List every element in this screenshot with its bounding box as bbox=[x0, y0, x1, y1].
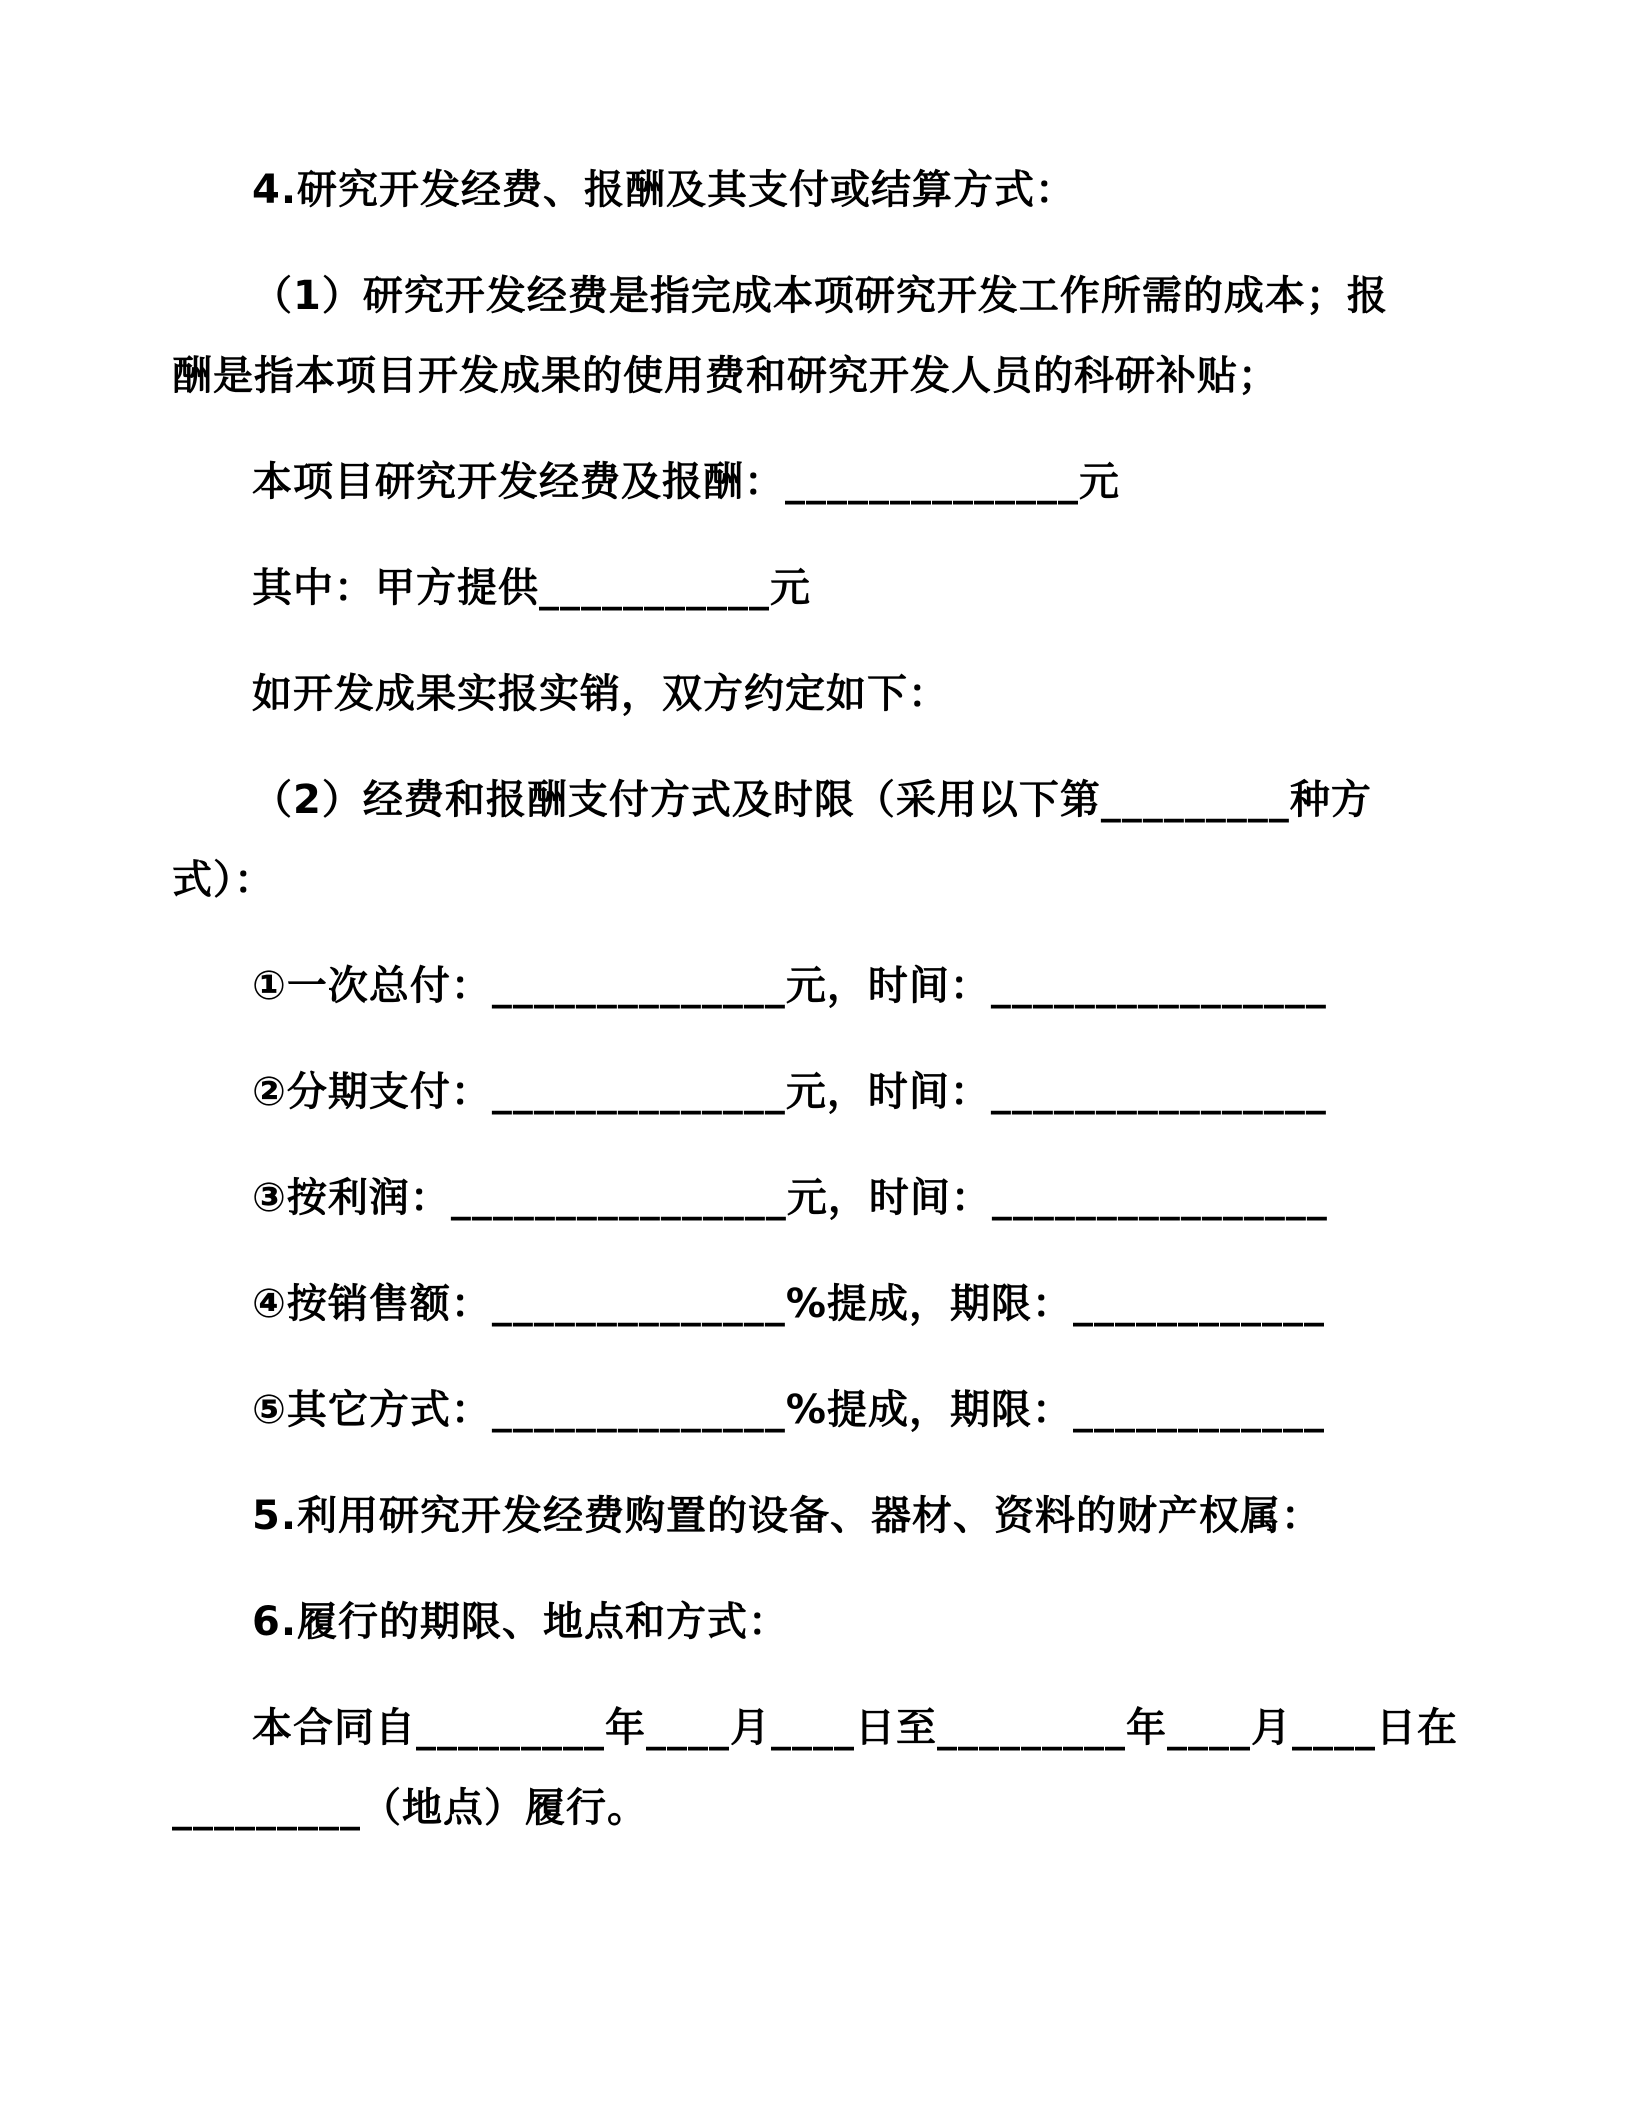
payment-option-3-by-profit: ③按利润：________________元，时间：________________ bbox=[252, 1175, 1328, 1221]
clause-4-1-line-2: 酬是指本项目开发成果的使用费和研究开发人员的科研补贴； bbox=[172, 353, 1279, 399]
term-line-2: _________（地点）履行。 bbox=[172, 1785, 648, 1831]
clause-4-2-line-1: （2）经费和报酬支付方式及时限（采用以下第_________种方 bbox=[252, 777, 1372, 823]
party-a-provides-paragraph bbox=[172, 548, 1492, 628]
clause-4-2-paragraph bbox=[172, 760, 1492, 920]
clause-4-1-line-1: （1）研究开发经费是指完成本项研究开发工作所需的成本；报 bbox=[252, 273, 1388, 319]
payment-option-1-paragraph bbox=[172, 946, 1492, 1026]
party-a-provides-line: 其中：甲方提供___________元 bbox=[252, 565, 811, 611]
funding-amount-line: 本项目研究开发经费及报酬：______________元 bbox=[252, 459, 1120, 505]
clause-4-heading: 4.研究开发经费、报酬及其支付或结算方式： bbox=[252, 167, 1077, 213]
term-line-1: 本合同自_________年____月____日至_________年____月____日在 bbox=[252, 1705, 1458, 1751]
payment-option-4-paragraph bbox=[172, 1264, 1492, 1344]
clause-4-paragraph bbox=[172, 150, 1492, 230]
funding-amount-paragraph bbox=[172, 442, 1492, 522]
reimbursement-line: 如开发成果实报实销，双方约定如下： bbox=[252, 671, 949, 717]
clause-5-paragraph bbox=[172, 1476, 1492, 1556]
clause-4-2-line-2: 式）： bbox=[172, 857, 275, 903]
clause-4-1-paragraph bbox=[172, 256, 1492, 416]
clause-6-paragraph bbox=[172, 1582, 1492, 1662]
payment-option-3-paragraph bbox=[172, 1158, 1492, 1238]
payment-option-2-paragraph bbox=[172, 1052, 1492, 1132]
reimbursement-paragraph bbox=[172, 654, 1492, 734]
contract-term-paragraph bbox=[172, 1688, 1492, 1848]
payment-option-4-by-sales: ④按销售额：______________%提成，期限：____________ bbox=[252, 1281, 1325, 1327]
clause-5-heading: 5.利用研究开发经费购置的设备、器材、资料的财产权属： bbox=[252, 1493, 1323, 1539]
clause-6-heading: 6.履行的期限、地点和方式： bbox=[252, 1599, 790, 1645]
payment-option-5-paragraph bbox=[172, 1370, 1492, 1450]
payment-option-1-lump-sum: ①一次总付：______________元，时间：________________ bbox=[252, 963, 1327, 1009]
payment-option-5-other: ⑤其它方式：______________%提成，期限：____________ bbox=[252, 1387, 1325, 1433]
payment-option-2-installments: ②分期支付：______________元，时间：________________ bbox=[252, 1069, 1327, 1115]
